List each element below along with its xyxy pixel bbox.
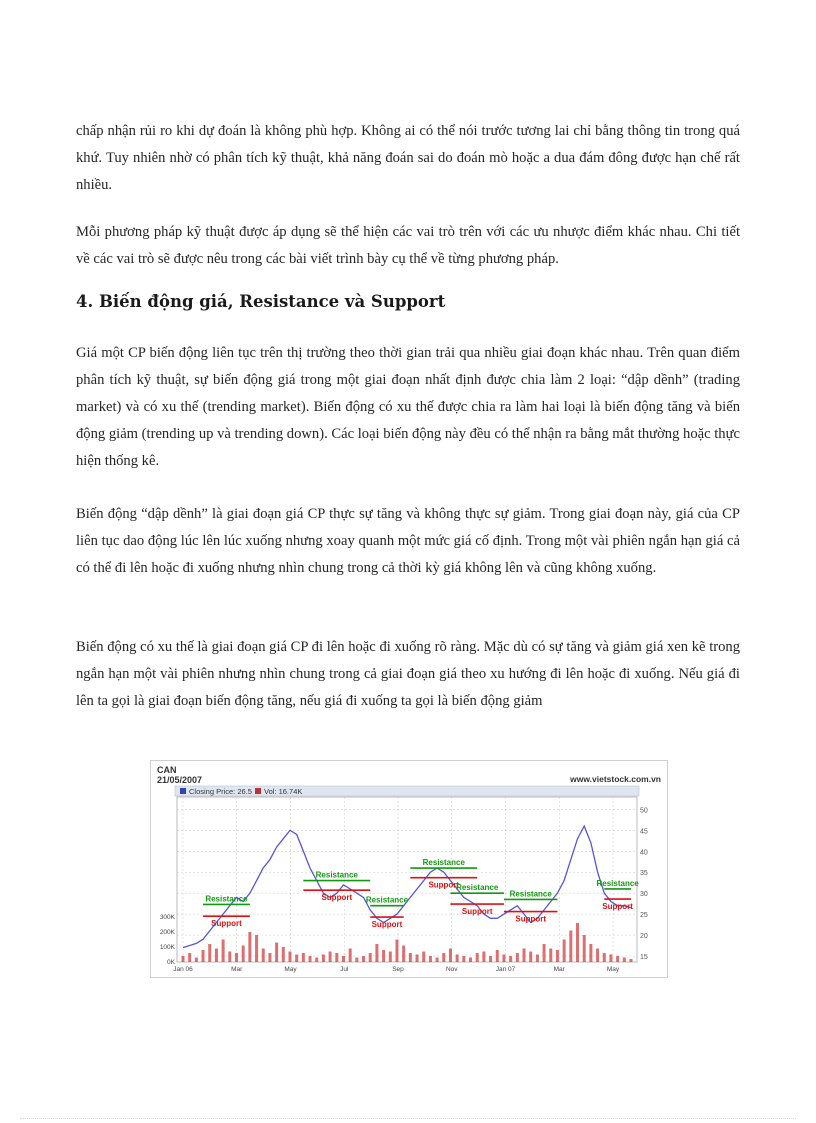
volume-bar	[202, 950, 205, 962]
x-tick-label: Mar	[553, 966, 565, 973]
volume-bar	[536, 955, 539, 963]
volume-bar	[630, 959, 633, 962]
volume-tick-label: 300K	[159, 914, 175, 921]
volume-bar	[583, 935, 586, 962]
support-label: Support	[371, 920, 403, 930]
volume-bar	[235, 953, 238, 962]
volume-bar	[335, 953, 338, 962]
volume-bar	[436, 958, 439, 963]
volume-bar	[228, 952, 231, 963]
volume-bar	[355, 958, 358, 963]
paragraph-3: Giá một CP biến động liên tục trên thị trường theo thời gian trải qua nhiều giai đoạn khác nhau. Trên quan điểm phân tích kỹ thuật, sự biến động giá trong một giai đoạn nhất định được chia làm 2 loại: “dập dềnh” (trading market) và có xu thế (trending market). Biến động có xu thế được chia ra làm hai loại là biến động tăng và biến động giảm (trending up và trending down). Các loại biến động này đều có thể nhận ra bằng mắt thường hoặc thực hiện thống kê.	[76, 345, 740, 469]
chart-ticker: CAN	[157, 765, 177, 775]
support-label: Support	[211, 919, 242, 929]
volume-bar	[375, 944, 378, 962]
volume-bar	[516, 953, 519, 962]
x-tick-label: Sep	[392, 966, 404, 973]
legend-closing-swatch	[180, 788, 186, 794]
volume-bar	[589, 944, 592, 962]
y-tick-label: 50	[640, 807, 648, 815]
volume-bar	[449, 949, 452, 963]
volume-bar	[395, 940, 398, 963]
y-tick-label: 35	[640, 870, 648, 878]
volume-bar	[502, 955, 505, 963]
volume-bar	[182, 956, 185, 962]
volume-bar	[442, 953, 445, 962]
volume-bar	[255, 935, 258, 962]
volume-bar	[596, 949, 599, 963]
volume-bar	[362, 956, 365, 962]
volume-bar	[469, 958, 472, 963]
volume-bar	[549, 949, 552, 963]
resistance-label: Resistance	[365, 895, 409, 905]
volume-bar	[609, 955, 612, 963]
x-tick-label: Jan 06	[173, 966, 193, 973]
volume-bar	[295, 955, 298, 963]
resistance-label: Resistance	[205, 894, 248, 904]
volume-bar	[222, 940, 225, 963]
y-tick-label: 15	[640, 954, 648, 961]
volume-bar	[509, 956, 512, 962]
plot-area	[177, 797, 637, 962]
y-tick-label: 30	[640, 891, 648, 899]
volume-bar	[262, 949, 265, 963]
volume-bar	[248, 932, 251, 962]
section-heading: 4. Biến động giá, Resistance và Support	[76, 292, 446, 311]
chart-source: www.vietstock.com.vn	[570, 774, 661, 784]
volume-bar	[422, 952, 425, 963]
volume-bar	[543, 944, 546, 962]
legend-volume-swatch	[255, 788, 261, 794]
resistance-label: Resistance	[422, 858, 465, 868]
stock-chart-figure	[150, 760, 668, 978]
volume-bar	[322, 955, 325, 963]
y-tick-label: 45	[640, 828, 648, 836]
volume-bar	[329, 952, 332, 963]
support-label: Support	[461, 907, 493, 917]
volume-bar	[523, 949, 526, 963]
volume-bar	[342, 956, 345, 962]
volume-bar	[402, 946, 405, 963]
volume-bar	[282, 947, 285, 962]
volume-bar	[623, 958, 626, 963]
x-tick-label: May	[284, 966, 297, 973]
support-label: Support	[428, 880, 460, 890]
support-label: Support	[321, 893, 353, 903]
volume-bar	[476, 953, 479, 962]
volume-bar	[349, 949, 352, 963]
volume-tick-label: 100K	[159, 944, 175, 951]
x-tick-label: Jul	[340, 966, 349, 973]
x-tick-label: Nov	[445, 966, 458, 973]
volume-bar	[288, 952, 291, 963]
y-tick-label: 20	[640, 933, 648, 941]
paragraph-4: Biến động “dập dềnh” là giai đoạn giá CP thực sự tăng và không thực sự giảm. Trong giai đoạn này, giá của CP liên tục dao động lúc lên lúc xuống nhưng xoay quanh một mức giá cố định. Trong một vài phiên ngắn hạn giá cả có thể đi lên hoặc đi xuống nhưng nhìn chung trong cả thời kỳ giá không lên và cũng không xuống.	[76, 506, 740, 576]
volume-bar	[208, 944, 211, 962]
paragraph-1: chấp nhận rủi ro khi dự đoán là không phù hợp. Không ai có thể nói trước tương lai chỉ bằng thông tin trong quá khứ. Tuy nhiên nhờ có phân tích kỹ thuật, khả năng đoán sai do đoán mò hoặc a dua đám đông được hạn chế rất nhiều.	[76, 123, 740, 193]
volume-bar	[416, 955, 419, 963]
legend-closing-label: Closing Price: 26.5	[189, 787, 252, 796]
volume-bar	[268, 953, 271, 962]
y-tick-label: 40	[640, 849, 648, 857]
resistance-label: Resistance	[596, 878, 639, 888]
resistance-label: Resistance	[509, 889, 552, 899]
resistance-label: Resistance	[315, 870, 358, 880]
volume-bar	[382, 950, 385, 962]
volume-bar	[389, 952, 392, 963]
volume-bar	[215, 949, 218, 963]
volume-bar	[576, 923, 579, 962]
volume-bar	[315, 958, 318, 963]
paragraph-2: Mỗi phương pháp kỹ thuật được áp dụng sẽ thể hiện các vai trò trên với các ưu nhược điểm khác nhau. Chi tiết về các vai trò sẽ được nêu trong các bài viết trình bày cụ thể về từng phương pháp.	[76, 224, 740, 267]
volume-bar	[496, 950, 499, 962]
support-label: Support	[602, 902, 633, 912]
volume-bar	[429, 956, 432, 962]
volume-bar	[529, 952, 532, 963]
volume-tick-label: 200K	[159, 929, 175, 936]
volume-bar	[456, 955, 459, 963]
legend-volume-label: Vol: 16.74K	[264, 787, 303, 796]
volume-bar	[616, 956, 619, 962]
volume-bar	[409, 953, 412, 962]
volume-tick-label: 0K	[167, 959, 175, 966]
paragraph-5: Biến động có xu thế là giai đoạn giá CP đi lên hoặc đi xuống rõ ràng. Mặc dù có sự tăng và giảm giá xen kẽ trong ngắn hạn một vài phiên nhưng nhìn chung trong cả giai đoạn giá theo xu hướng đi lên hoặc đi xuống. Nếu giá đi lên ta gọi là giai đoạn biến động tăng, nếu giá đi xuống ta gọi là biến động giảm	[76, 639, 740, 709]
volume-bar	[556, 950, 559, 962]
x-tick-label: May	[606, 966, 620, 973]
volume-bar	[309, 956, 312, 962]
volume-bar	[603, 953, 606, 962]
volume-bar	[242, 946, 245, 963]
chart-date: 21/05/2007	[157, 775, 203, 785]
stock-chart	[151, 761, 667, 977]
support-label: Support	[515, 914, 547, 924]
volume-bar	[369, 953, 372, 962]
volume-bar	[569, 931, 572, 963]
resistance-label: Resistance	[456, 883, 499, 893]
volume-bar	[462, 956, 465, 962]
volume-bar	[188, 953, 191, 962]
volume-bar	[302, 953, 305, 962]
page-bottom-rule	[20, 1118, 796, 1119]
volume-bar	[489, 956, 492, 962]
volume-bar	[482, 952, 485, 963]
volume-bar	[275, 943, 278, 963]
x-tick-label: Mar	[231, 966, 243, 973]
volume-bar	[563, 940, 566, 963]
y-tick-label: 25	[640, 912, 648, 920]
x-tick-label: Jan 07	[495, 966, 516, 973]
volume-bar	[195, 958, 198, 963]
